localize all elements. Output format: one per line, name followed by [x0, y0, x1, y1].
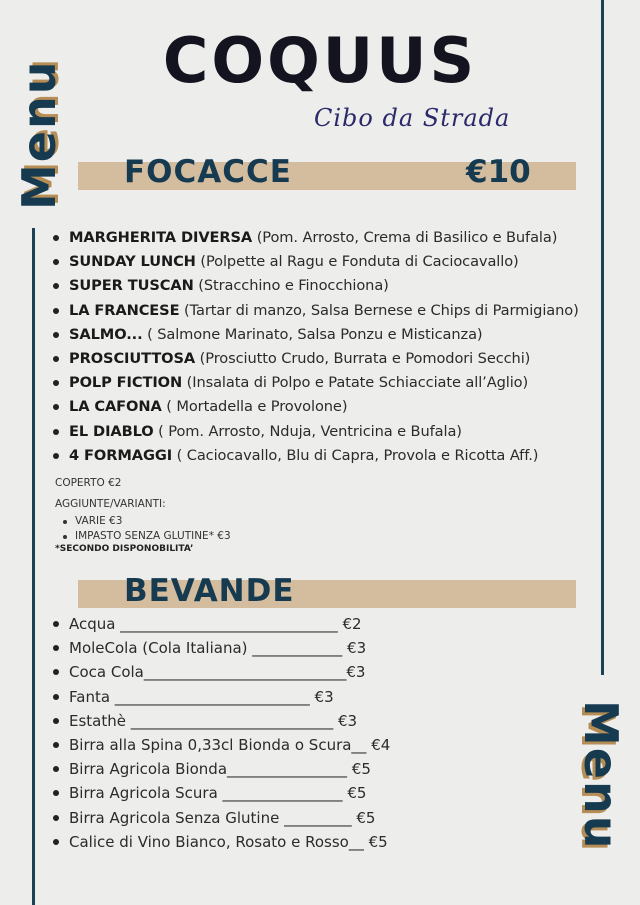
item-name: LA FRANCESE	[69, 301, 180, 319]
list-item	[53, 299, 598, 323]
item-desc: (Stracchino e Finocchiona)	[198, 277, 389, 295]
availability-note: *SECONDO DISPONOBILITA’	[55, 544, 194, 554]
item-desc: ( Mortadella e Provolone)	[166, 398, 348, 416]
brand-tagline: Cibo da Strada	[314, 104, 511, 132]
list-item	[53, 395, 598, 419]
item-desc: ( Pom. Arrosto, Nduja, Ventricina e Bufala)	[158, 422, 462, 440]
item-name: 4 FORMAGGI	[69, 446, 173, 464]
list-item: MoleCola (Cola Italiana) ____________ €3	[53, 636, 413, 660]
left-border-line	[32, 228, 35, 905]
item-name: PROSCIUTTOSA	[69, 350, 196, 368]
item-desc: (Prosciutto Crudo, Burrata e Pomodori Secchi)	[199, 350, 531, 368]
right-border-line	[601, 0, 604, 675]
focacce-list	[53, 226, 598, 468]
side-menu-label-left: Menu	[12, 59, 66, 210]
list-item	[53, 420, 598, 444]
list-item: Coca Cola___________________________€3	[53, 660, 413, 684]
item-name: POLP FICTION	[69, 374, 183, 392]
list-item: Estathè ___________________________ €3	[53, 709, 413, 733]
item-desc: (Insalata di Polpo e Patate Schiacciate all’Aglio)	[186, 374, 529, 392]
side-menu-label-right: Menu	[574, 700, 628, 851]
list-item: Birra Agricola Bionda________________ €5	[53, 757, 413, 781]
list-item	[53, 323, 598, 347]
list-item: Acqua _____________________________ €2	[53, 612, 413, 636]
focacce-price: €10	[466, 154, 531, 190]
list-item: Birra Agricola Senza Glutine _________ €5	[53, 806, 413, 830]
bevande-list	[53, 612, 413, 854]
list-item: Calice di Vino Bianco, Rosato e Rosso__ €5	[53, 830, 413, 854]
list-item	[53, 274, 598, 298]
item-desc: ( Salmone Marinato, Salsa Ponzu e Misticanza)	[147, 325, 483, 343]
list-item	[53, 347, 598, 371]
list-item: Birra alla Spina 0,33cl Bionda o Scura__ €4	[53, 733, 413, 757]
aggiunte-label: AGGIUNTE/VARIANTI:	[55, 498, 166, 510]
list-item	[53, 226, 598, 250]
item-name: SUNDAY LUNCH	[69, 253, 196, 271]
brand-title: COQUUS	[162, 24, 478, 97]
list-item	[53, 444, 598, 468]
item-name: SALMO...	[69, 325, 143, 343]
focacce-title: FOCACCE	[124, 154, 292, 190]
item-name: LA CAFONA	[69, 398, 162, 416]
list-item	[53, 250, 598, 274]
item-desc: (Tartar di manzo, Salsa Bernese e Chips di Parmigiano)	[184, 301, 579, 319]
item-name: SUPER TUSCAN	[69, 277, 194, 295]
item-desc: (Pom. Arrosto, Crema di Basilico e Bufala)	[256, 229, 558, 246]
list-item	[53, 371, 598, 395]
list-item: IMPASTO SENZA GLUTINE* €3	[61, 529, 231, 544]
aggiunte-list	[61, 514, 231, 544]
item-name: MARGHERITA DIVERSA	[69, 229, 253, 246]
item-desc: ( Caciocavallo, Blu di Capra, Provola e Ricotta Aff.)	[176, 446, 539, 464]
list-item: Fanta __________________________ €3	[53, 685, 413, 709]
list-item: VARIE €3	[61, 514, 231, 529]
list-item: Birra Agricola Scura ________________ €5	[53, 781, 413, 805]
bevande-title: BEVANDE	[124, 573, 295, 609]
item-name: EL DIABLO	[69, 422, 154, 440]
coperto-text: COPERTO €2	[55, 477, 122, 489]
item-desc: (Polpette al Ragu e Fonduta di Caciocavallo)	[200, 253, 519, 271]
